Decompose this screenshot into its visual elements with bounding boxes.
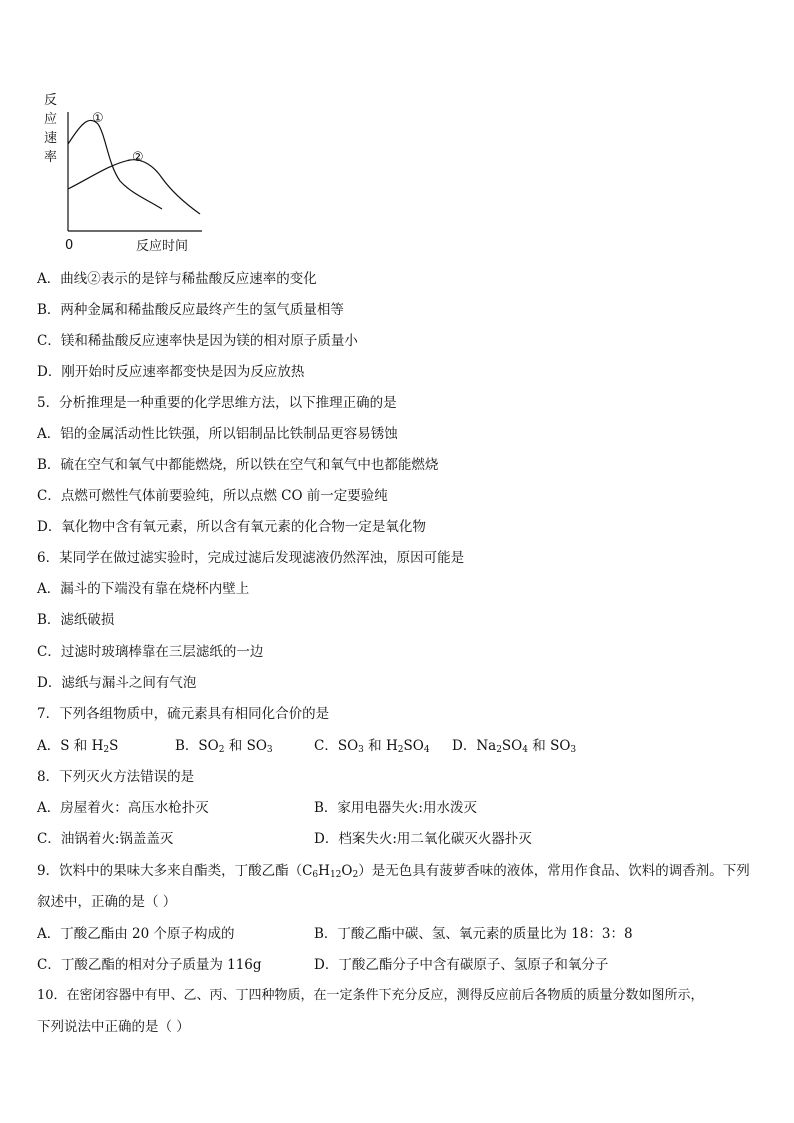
q5-option-a: A．铝的金属活动性比铁强，所以铝制品比铁制品更容易锈蚀 [37, 426, 398, 442]
q9-option-c: C．丁酸乙酯的相对分子质量为 116g [37, 957, 262, 973]
q5-option-b: B．硫在空气和氧气中都能燃烧，所以铁在空气和氧气中也都能燃烧 [37, 457, 439, 473]
x-axis-label: 反应时间 [136, 239, 189, 254]
q4-option-a: A．曲线②表示的是锌与稀盐酸反应速率的变化 [37, 271, 317, 287]
q9-option-b: B．丁酸乙酯中碳、氢、氧元素的质量比为 18：3：8 [314, 926, 633, 942]
y-label-char-2: 应 [44, 112, 58, 127]
q6-option-c: C．过滤时玻璃棒靠在三层滤纸的一边 [37, 644, 264, 660]
q7-option-a: A．S 和 $H_2S$ [37, 738, 119, 755]
curve-2-label: ② [132, 150, 144, 165]
q6-option-b: B．滤纸破损 [37, 612, 115, 628]
q6-option-d: D．滤纸与漏斗之间有气泡 [37, 675, 197, 691]
q8-option-c: C．油锅着火:锅盖盖灭 [37, 831, 174, 847]
q9-option-a: A．丁酸乙酯由 20 个原子构成的 [37, 926, 235, 942]
graph-svg [30, 86, 220, 258]
q4-option-c: C．镁和稀盐酸反应速率快是因为镁的相对原子质量小 [37, 333, 358, 349]
q7-option-d: D．$Na_2SO_4$ 和 $SO_3$ [452, 738, 577, 755]
q8-option-b: B．家用电器失火:用水泼灭 [314, 800, 477, 816]
q10-stem-line2: 下列说法中正确的是（ ） [37, 1019, 190, 1035]
q9-stem-line1: 9．饮料中的果味大多来自酯类，丁酸乙酯$(C_6H_{12}O_2)$是无色具有菠萝香味的液体，常用作食品、饮料的调香剂。下列 [37, 863, 750, 880]
q6-stem: 6．某同学在做过滤实验时，完成过滤后发现滤液仍然浑浊，原因可能是 [37, 550, 465, 566]
origin-label: 0 [65, 238, 74, 253]
y-label-char-3: 速 [44, 131, 58, 146]
y-label-char-4: 率 [44, 150, 58, 165]
q9-option-d: D．丁酸乙酯分子中含有碳原子、氢原子和氧分子 [314, 957, 609, 973]
q8-option-d: D．档案失火:用二氧化碳灭火器扑灭 [314, 831, 532, 847]
q5-stem: 5．分析推理是一种重要的化学思维方法，以下推理正确的是 [37, 395, 397, 411]
q8-stem: 8．下列灭火方法错误的是 [37, 769, 195, 785]
q4-option-b: B．两种金属和稀盐酸反应最终产生的氢气质量相等 [37, 302, 344, 318]
curve-2 [68, 160, 200, 214]
q9-stem-line2: 叙述中，正确的是（ ） [37, 894, 177, 910]
q5-option-d: D．氧化物中含有氧元素，所以含有氧元素的化合物一定是氧化物 [37, 519, 426, 535]
q4-option-d: D．刚开始时反应速率都变快是因为反应放热 [37, 364, 305, 380]
q7-stem: 7．下列各组物质中，硫元素具有相同化合价的是 [37, 706, 330, 722]
q5-option-c: C．点燃可燃性气体前要验纯，所以点燃 CO 前一定要验纯 [37, 488, 388, 504]
q10-stem-line1: 10．在密闭容器中有甲、乙、丙、丁四种物质，在一定条件下充分反应，测得反应前后各物质的质量分数如图所示， [37, 988, 704, 1003]
q7-option-b: B．$SO_2$ 和 $SO_3$ [175, 738, 273, 755]
q6-option-a: A．漏斗的下端没有靠在烧杯内壁上 [37, 581, 250, 597]
y-label-char-1: 反 [44, 93, 58, 108]
reaction-rate-graph [30, 86, 220, 258]
q8-option-a: A．房屋着火：高压水枪扑灭 [37, 800, 209, 816]
curve-1-label: ① [92, 111, 104, 126]
q7-option-c: C．$SO_3$ 和 $H_2SO_4$ [314, 738, 430, 755]
